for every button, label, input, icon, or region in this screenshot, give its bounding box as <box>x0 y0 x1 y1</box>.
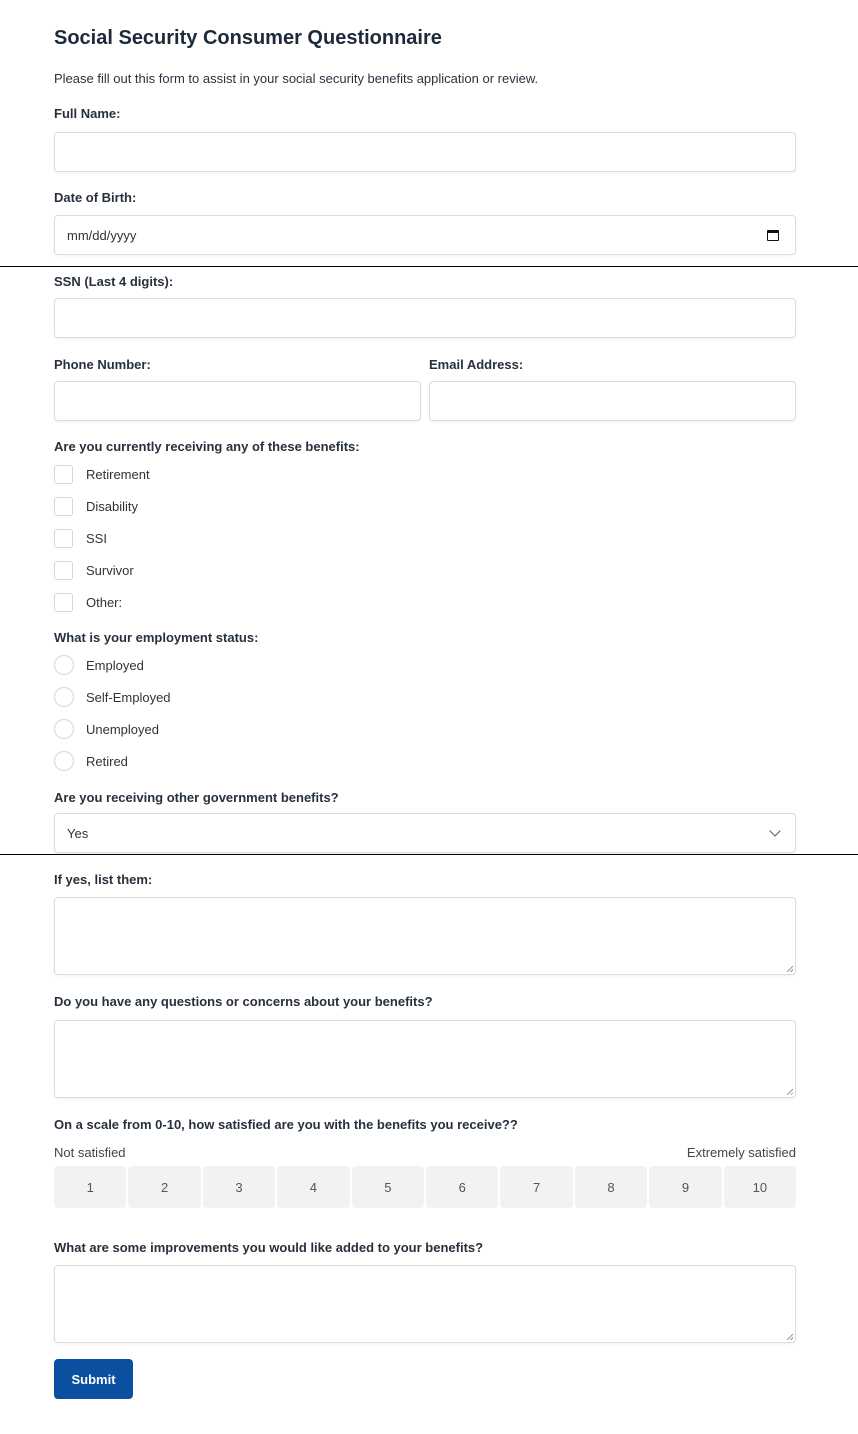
selected-value: Yes <box>67 825 89 841</box>
list-them-textarea[interactable] <box>54 897 796 975</box>
radio[interactable] <box>54 687 74 707</box>
chevron-down-icon <box>769 825 780 836</box>
phone-label: Phone Number: <box>54 357 151 372</box>
option-label: Employed <box>86 657 144 673</box>
submit-button[interactable]: Submit <box>54 1359 133 1399</box>
divider <box>0 266 858 267</box>
benefit-option-retirement[interactable] <box>54 464 150 484</box>
improvements-label: What are some improvements you would like added to your benefits? <box>54 1240 484 1255</box>
scale-max-label: Extremely satisfied <box>686 1145 796 1160</box>
employment-question: What is your employment status: <box>54 630 259 645</box>
radio[interactable] <box>54 751 74 771</box>
option-label: Retired <box>86 753 128 769</box>
scale-option-1[interactable]: 1 <box>54 1166 126 1208</box>
dob-placeholder: mm/dd/yyyy <box>67 227 137 243</box>
scale-option-4[interactable]: 4 <box>277 1166 349 1208</box>
benefit-option-ssi[interactable] <box>54 528 107 548</box>
scale-option-7[interactable]: 7 <box>500 1166 572 1208</box>
satisfaction-scale <box>54 1166 796 1208</box>
employment-option-employed[interactable] <box>54 655 144 675</box>
option-label: Disability <box>86 498 139 514</box>
employment-option-unemployed[interactable] <box>54 719 159 739</box>
scale-option-6[interactable]: 6 <box>426 1166 498 1208</box>
email-input[interactable] <box>429 381 796 421</box>
divider <box>0 854 858 855</box>
option-label: Retirement <box>86 466 150 482</box>
scale-option-2[interactable]: 2 <box>128 1166 200 1208</box>
dob-input[interactable] <box>54 215 796 255</box>
scale-option-5[interactable]: 5 <box>352 1166 424 1208</box>
checkbox[interactable] <box>54 465 73 484</box>
scale-option-9[interactable]: 9 <box>649 1166 721 1208</box>
benefits-question: Are you currently receiving any of these benefits: <box>54 439 360 454</box>
concerns-label: Do you have any questions or concerns about your benefits? <box>54 994 433 1009</box>
checkbox[interactable] <box>54 529 73 548</box>
checkbox[interactable] <box>54 593 73 612</box>
benefit-option-other[interactable] <box>54 592 122 612</box>
email-label: Email Address: <box>429 357 524 372</box>
page-title: Social Security Consumer Questionnaire <box>54 27 442 49</box>
ssn-input[interactable] <box>54 298 796 338</box>
scale-question: On a scale from 0-10, how satisfied are you with the benefits you receive?? <box>54 1117 518 1132</box>
checkbox[interactable] <box>54 561 73 580</box>
phone-input[interactable] <box>54 381 421 421</box>
calendar-icon[interactable] <box>767 230 779 241</box>
full-name-input[interactable] <box>54 132 796 172</box>
scale-option-8[interactable]: 8 <box>575 1166 647 1208</box>
scale-option-3[interactable]: 3 <box>203 1166 275 1208</box>
employment-option-retired[interactable] <box>54 751 128 771</box>
option-label: Self-Employed <box>86 689 171 705</box>
employment-option-self-employed[interactable] <box>54 687 171 707</box>
radio[interactable] <box>54 719 74 739</box>
list-them-label: If yes, list them: <box>54 872 153 887</box>
benefit-option-disability[interactable] <box>54 496 138 516</box>
improvements-textarea[interactable] <box>54 1265 796 1343</box>
form-description: Please fill out this form to assist in your social security benefits application or review. <box>54 71 539 86</box>
dob-label: Date of Birth: <box>54 190 137 205</box>
full-name-label: Full Name: <box>54 106 121 121</box>
concerns-textarea[interactable] <box>54 1020 796 1098</box>
benefit-option-survivor[interactable] <box>54 560 134 580</box>
option-label: Survivor <box>86 562 134 578</box>
other-gov-select[interactable] <box>54 813 796 853</box>
checkbox[interactable] <box>54 497 73 516</box>
option-label: Other: <box>86 594 123 610</box>
radio[interactable] <box>54 655 74 675</box>
option-label: SSI <box>86 530 107 546</box>
option-label: Unemployed <box>86 721 159 737</box>
ssn-label: SSN (Last 4 digits): <box>54 274 174 289</box>
scale-option-10[interactable]: 10 <box>724 1166 796 1208</box>
scale-min-label: Not satisfied <box>54 1145 126 1160</box>
other-gov-question: Are you receiving other government benefits? <box>54 790 339 805</box>
